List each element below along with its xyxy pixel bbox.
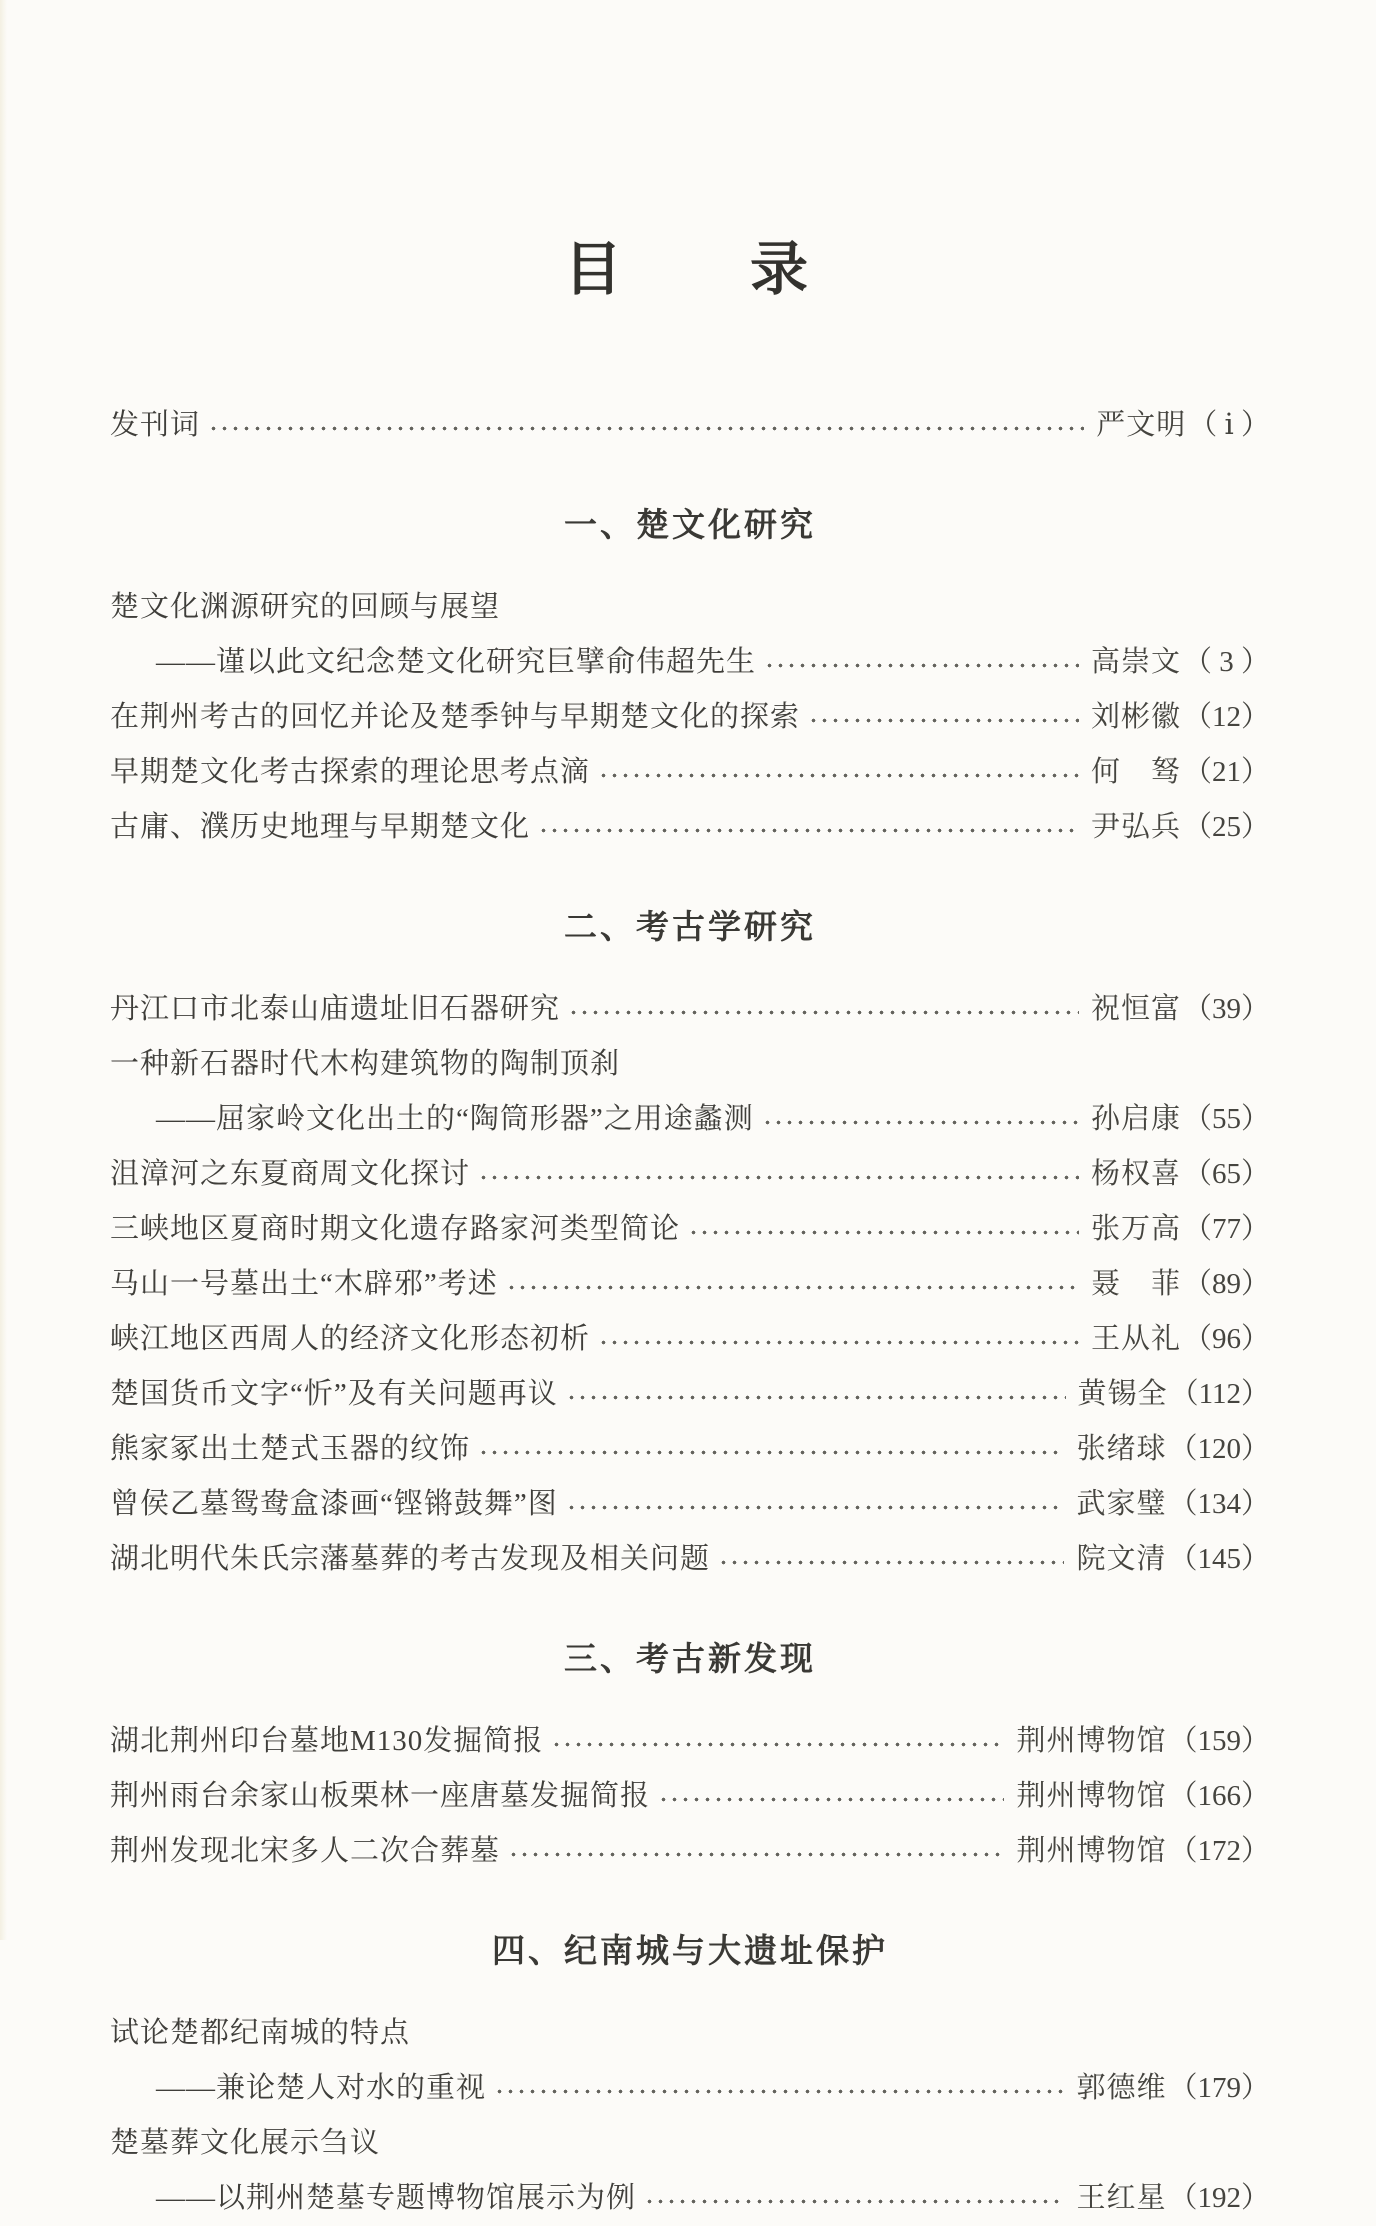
entry-title: 曾侯乙墓鸳鸯盒漆画“铿锵鼓舞”图 [110, 1488, 558, 1520]
dot-leader [688, 1229, 1079, 1236]
entry-page-number: （55） [1182, 1103, 1270, 1135]
entry-page-number: （145） [1168, 1543, 1270, 1575]
entry-leader-line [110, 1477, 1270, 1532]
entry-author: 祝恒富 [1090, 993, 1181, 1025]
entry-page-number: （77） [1182, 1213, 1270, 1245]
entry-page-number: （166） [1168, 1780, 1270, 1812]
entry-title: 峡江地区西周人的经济文化形态初析 [110, 1323, 591, 1355]
section-entries [110, 982, 1270, 1587]
entry-title-line [110, 580, 1270, 635]
entry-leader-line [110, 1824, 1270, 1879]
entry-leader-line [110, 800, 1270, 855]
dot-leader [566, 1394, 1066, 1401]
entry-leader-line [110, 1202, 1270, 1257]
page-title: 目 录 [563, 237, 812, 302]
entry-leader-line [110, 690, 1270, 745]
entry-title: 试论楚都纪南城的特点 [110, 2017, 411, 2049]
entry-title: 发刊词 [110, 409, 201, 441]
entry-page-number: （89） [1182, 1268, 1270, 1300]
entry-page-number: （ ⅰ ） [1188, 409, 1270, 441]
dot-leader [762, 1119, 1079, 1126]
dot-leader [494, 2088, 1064, 2095]
toc-section [110, 499, 1270, 855]
entry-author: 何 驽 [1090, 756, 1181, 788]
toc-entry [110, 1714, 1270, 1769]
entry-title: 一种新石器时代木构建筑物的陶制顶刹 [110, 1048, 621, 1080]
toc-entry [110, 1037, 1270, 1147]
dot-leader [644, 2198, 1064, 2205]
section-heading: 三、考古新发现 [564, 1640, 816, 1677]
dot-leader [808, 717, 1079, 724]
entry-page-number: （ 3 ） [1182, 646, 1270, 678]
entry-page-number: （96） [1182, 1323, 1270, 1355]
entry-title: 沮漳河之东夏商周文化探讨 [110, 1158, 471, 1190]
toc-entry [110, 2006, 1270, 2116]
toc-entry [110, 1824, 1270, 1879]
entry-author: 高崇文 [1090, 646, 1181, 678]
entry-leader-line [110, 1714, 1270, 1769]
entry-page-number: （112） [1169, 1378, 1270, 1410]
entry-author: 尹弘兵 [1090, 811, 1181, 843]
toc-section [110, 901, 1270, 1587]
entry-title: 湖北荆州印台墓地M130发掘简报 [110, 1725, 544, 1757]
entry-page-number: （120） [1168, 1433, 1270, 1465]
toc-list [110, 398, 1270, 2226]
entry-leader-line [110, 745, 1270, 800]
dot-leader [598, 1339, 1079, 1346]
dot-leader [568, 1009, 1079, 1016]
section-heading: 一、楚文化研究 [564, 506, 816, 543]
dot-leader [478, 1174, 1079, 1181]
section-entries [110, 580, 1270, 855]
dot-leader [764, 662, 1079, 669]
entry-author: 武家璧 [1076, 1488, 1167, 1520]
entry-title: ——谨以此文纪念楚文化研究巨擘俞伟超先生 [156, 646, 757, 678]
entry-title: ——屈家岭文化出土的“陶筒形器”之用途蠡测 [156, 1103, 754, 1135]
toc-entry [110, 1532, 1270, 1587]
entry-title: 荆州发现北宋多人二次合葬墓 [110, 1835, 501, 1867]
dot-leader [508, 1851, 1004, 1858]
entry-author: 张绪球 [1076, 1433, 1167, 1465]
dot-leader [598, 772, 1079, 779]
toc-entry [110, 1367, 1270, 1422]
entry-page-number: （192） [1168, 2182, 1270, 2214]
toc-entry [110, 2116, 1270, 2226]
entry-leader-line [110, 2171, 1270, 2226]
entry-page-number: （25） [1182, 811, 1270, 843]
entry-leader-line [110, 1367, 1270, 1422]
toc-entry [110, 398, 1270, 453]
entry-page-number: （179） [1168, 2072, 1270, 2104]
entry-leader-line [110, 982, 1270, 1037]
entry-author: 王从礼 [1090, 1323, 1181, 1355]
toc-entry [110, 1769, 1270, 1824]
entry-author: 王红星 [1076, 2182, 1167, 2214]
entry-author: 刘彬徽 [1090, 701, 1181, 733]
entry-author: 孙启康 [1090, 1103, 1181, 1135]
entry-leader-line [110, 1422, 1270, 1477]
entry-leader-line [110, 1532, 1270, 1587]
entry-title: 楚文化渊源研究的回顾与展望 [110, 591, 501, 623]
entry-author: 院文清 [1076, 1543, 1167, 1575]
toc-entry [110, 1202, 1270, 1257]
section-heading: 四、纪南城与大遗址保护 [492, 1932, 888, 1969]
entry-title: 楚国货币文字“忻”及有关问题再议 [110, 1378, 558, 1410]
toc-entry [110, 745, 1270, 800]
entry-title: 三峡地区夏商时期文化遗存路家河类型简论 [110, 1213, 681, 1245]
entry-leader-line [110, 1092, 1270, 1147]
entry-title: ——兼论楚人对水的重视 [156, 2072, 487, 2104]
toc-entry [110, 1147, 1270, 1202]
entry-page-number: （172） [1168, 1835, 1270, 1867]
dot-leader [718, 1559, 1064, 1566]
entry-page-number: （134） [1168, 1488, 1270, 1520]
toc-section [110, 1633, 1270, 1879]
entry-title: 楚墓葬文化展示刍议 [110, 2127, 381, 2159]
section-entries [110, 1714, 1270, 1879]
entry-author: 荆州博物馆 [1016, 1725, 1167, 1757]
entry-title-line [110, 2116, 1270, 2171]
entry-leader-line [110, 1257, 1270, 1312]
entry-title: 马山一号墓出土“木辟邪”考述 [110, 1268, 498, 1300]
section-entries [110, 2006, 1270, 2226]
section-heading: 二、考古学研究 [564, 908, 816, 945]
toc-entry [110, 982, 1270, 1037]
entry-author: 荆州博物馆 [1016, 1835, 1167, 1867]
entry-title: ——以荆州楚墓专题博物馆展示为例 [156, 2182, 637, 2214]
entry-page-number: （21） [1182, 756, 1270, 788]
toc-entry [110, 1312, 1270, 1367]
entry-leader-line [110, 2061, 1270, 2116]
entry-leader-line [110, 1147, 1270, 1202]
entry-title-line [110, 1037, 1270, 1092]
entry-author: 严文明 [1096, 409, 1187, 441]
entry-author: 张万高 [1090, 1213, 1181, 1245]
entry-leader-line [110, 635, 1270, 690]
entry-title: 早期楚文化考古探索的理论思考点滴 [110, 756, 591, 788]
toc-entry [110, 580, 1270, 690]
toc-entry [110, 1477, 1270, 1532]
dot-leader [506, 1284, 1079, 1291]
toc-entry [110, 800, 1270, 855]
entry-title: 在荆州考古的回忆并论及楚季钟与早期楚文化的探索 [110, 701, 801, 733]
toc-section [110, 1925, 1270, 2226]
entry-title: 湖北明代朱氏宗藩墓葬的考古发现及相关问题 [110, 1543, 711, 1575]
entry-page-number: （39） [1182, 993, 1270, 1025]
dot-leader [538, 827, 1079, 834]
entry-page-number: （159） [1168, 1725, 1270, 1757]
dot-leader [478, 1449, 1064, 1456]
entry-author: 杨权喜 [1090, 1158, 1181, 1190]
dot-leader [551, 1741, 1004, 1748]
entry-leader-line [110, 398, 1270, 453]
entry-author: 黄锡全 [1077, 1378, 1168, 1410]
entry-title: 丹江口市北泰山庙遗址旧石器研究 [110, 993, 561, 1025]
entry-page-number: （65） [1182, 1158, 1270, 1190]
dot-leader [208, 425, 1084, 432]
entry-title: 荆州雨台余家山板栗林一座唐墓发掘简报 [110, 1780, 651, 1812]
entry-title: 熊家冢出土楚式玉器的纹饰 [110, 1433, 471, 1465]
entry-leader-line [110, 1312, 1270, 1367]
toc-entry [110, 690, 1270, 745]
entry-page-number: （12） [1182, 701, 1270, 733]
entry-leader-line [110, 1769, 1270, 1824]
entry-author: 聂 菲 [1090, 1268, 1181, 1300]
toc-entry [110, 1422, 1270, 1477]
toc-entry [110, 1257, 1270, 1312]
entry-title: 古庸、濮历史地理与早期楚文化 [110, 811, 531, 843]
entry-author: 郭德维 [1076, 2072, 1167, 2104]
dot-leader [658, 1796, 1004, 1803]
entry-author: 荆州博物馆 [1016, 1780, 1167, 1812]
dot-leader [566, 1504, 1065, 1511]
entry-title-line [110, 2006, 1270, 2061]
